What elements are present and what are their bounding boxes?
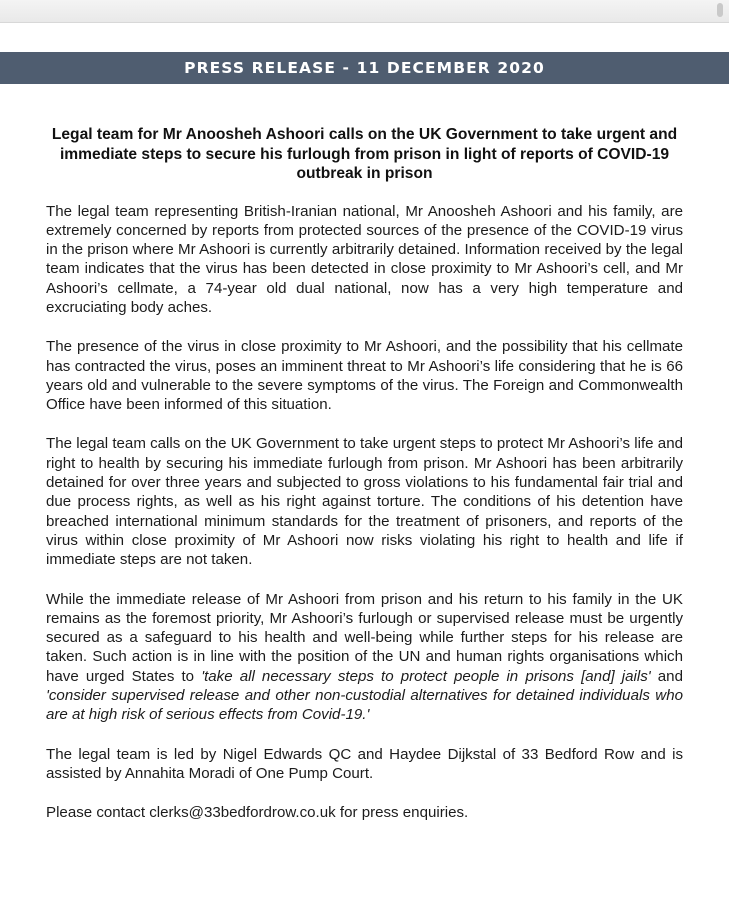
banner-text: PRESS RELEASE - 11 DECEMBER 2020 — [184, 59, 545, 77]
paragraph-threat: The presence of the virus in close proximity to Mr Ashoori, and the possibility that his cellmate has contracted the virus, poses an imminent threat to Mr Ashoori’s life considering that he is 66 years old and vulnerable to the severe symptoms of the virus. The Foreign and Commonwealth Office have been informed of this situation. — [46, 338, 683, 414]
browser-top-bar — [0, 0, 729, 23]
press-release-banner — [0, 52, 729, 84]
un-quote-prisons: 'take all necessary steps to protect people in prisons [and] jails' — [201, 667, 651, 685]
paragraph-call-to-action: The legal team calls on the UK Government to take urgent steps to protect Mr Ashoori’s life and right to health by securing his immediate furlough from prison. Mr Ashoori has been arbitrarily detained for over three years and subjected to gross violations to his fundamental fair trial and due process rights, as well as his right against torture. The conditions of his detention have breached international minimum standards for the treatment of prisoners, and reports of the virus within close proximity of Mr Ashoori now risks violating his right to health and life if immediate steps are not taken. — [46, 435, 683, 569]
contact-prefix: Please contact — [46, 804, 150, 822]
paragraph-contact — [46, 803, 683, 822]
release-priority-intro: While the immediate release of Mr Ashoori from prison and his return to his family in the UK remains as the foremost priority, Mr Ashoori’s furlough or supervised release must be urgently secured as a safeguard to his health and well-being while further steps for his release are taken. Such action is in line with the position of the UN and human rights organisations which have urged States to — [46, 590, 683, 685]
paragraph-concern: The legal team representing British-Iranian national, Mr Anoosheh Ashoori and his family, are extremely concerned by reports from protected sources of the presence of the COVID-19 virus in the prison where Mr Ashoori is currently arbitrarily detained. Information received by the legal team indicates that the virus has been detected in close proximity to Mr Ashoori’s cell, and Mr Ashoori’s cellmate, a 74-year old dual national, now has a very high temperature and excruciating body aches. — [46, 202, 683, 316]
un-quote-supervised-release: 'consider supervised release and other non-custodial alternatives for detained individuals who are at high risk of serious effects from Covid-19.' — [46, 687, 683, 724]
paragraph-release-priority — [46, 590, 683, 725]
scroll-indicator — [717, 3, 723, 17]
conjunction: and — [650, 667, 683, 685]
headline: Legal team for Mr Anoosheh Ashoori calls on the UK Government to take urgent and immediate steps to secure his furlough from prison in light of reports of COVID-19 outbreak in prison — [51, 126, 678, 182]
contact-email-link[interactable]: clerks@33bedfordrow.co.uk — [149, 804, 336, 822]
paragraph-legal-team: The legal team is led by Nigel Edwards QC and Haydee Dijkstal of 33 Bedford Row and is assisted by Annahita Moradi of One Pump Court. — [46, 745, 683, 782]
contact-suffix: for press enquiries. — [335, 804, 469, 822]
press-release-body — [46, 125, 683, 843]
